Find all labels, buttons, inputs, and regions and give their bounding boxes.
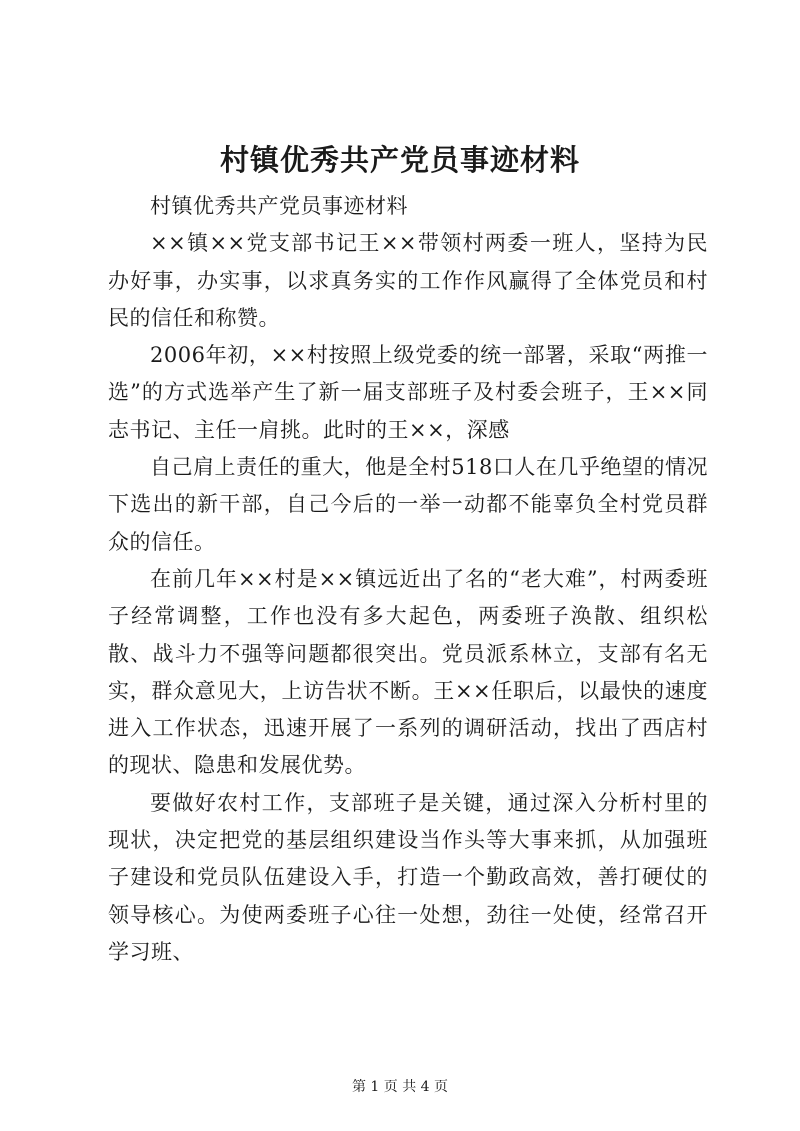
document-body <box>108 188 708 971</box>
paragraph: 村镇优秀共产党员事迹材料 <box>150 194 408 218</box>
document-title: 村镇优秀共产党员事迹材料 <box>219 143 580 177</box>
paragraph: 在前几年××村是××镇远近出了名的“老大难”，村两委班子经常调整，工作也没有多大起色，两委班子涣散、组织松散、战斗力不强等问题都很突出。党员派系林立，支部有名无实，群众意见大，上访告状不断。王××任职后，以最快的速度进入工作状态，迅速开展了一系列的调研活动，找出了西店村的现状、隐患和发展优势。 <box>108 566 708 778</box>
paragraph: 要做好农村工作，支部班子是关键，通过深入分析村里的现状，决定把党的基层组织建设当作头等大事来抓，从加强班子建设和党员队伍建设入手，打造一个勤政高效，善打硬仗的领导核心。为使两委班子心往一处想，劲往一处使，经常召开学习班、 <box>108 790 708 964</box>
paragraph: ××镇××党支部书记王××带领村两委一班人，坚持为民办好事，办实事，以求真务实的工作作风赢得了全体党员和村民的信任和称赞。 <box>108 231 708 330</box>
page-footer: 第 1 页 共 4 页 <box>351 1079 449 1095</box>
paragraph: 自己肩上责任的重大，他是全村518口人在几乎绝望的情况下选出的新干部，自己今后的一举一动都不能辜负全村党员群众的信任。 <box>108 455 708 554</box>
paragraph: 2006年初，××村按照上级党委的统一部署，采取“两推一选”的方式选举产生了新一届支部班子及村委会班子，王××同志书记、主任一肩挑。此时的王××，深感 <box>108 343 708 442</box>
